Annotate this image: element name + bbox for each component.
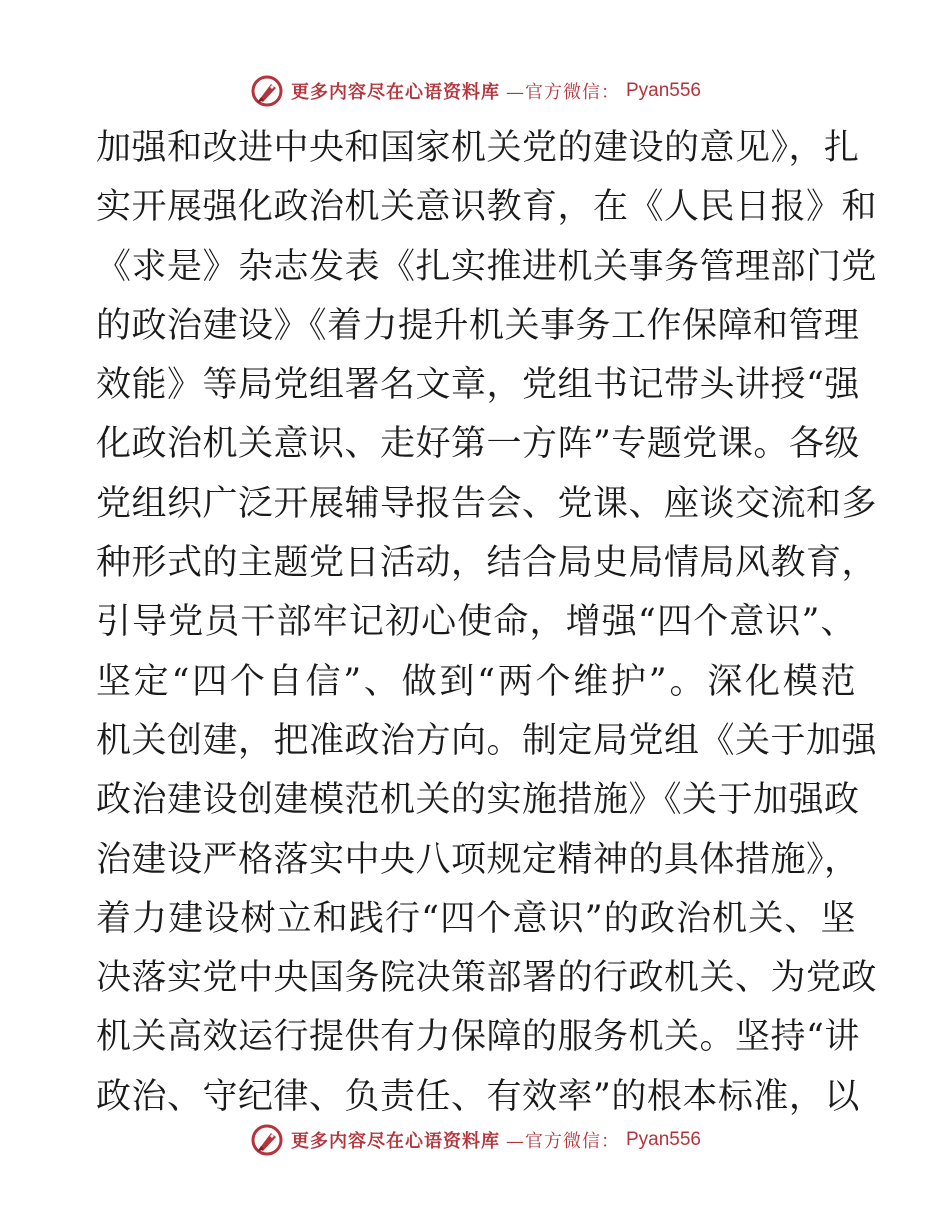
text-line: 实开展强化政治机关意识教育，在《人民日报》和 (96, 187, 878, 228)
watermark-account: Pyan556 (625, 80, 701, 101)
text-line: 机关高效运行提供有力保障的服务机关。坚持“讲 (96, 1017, 860, 1058)
document-body (96, 119, 878, 1127)
watermark-account: Pyan556 (625, 1129, 701, 1150)
text-line: 治建设严格落实中央八项规定精神的具体措施》， (96, 839, 860, 880)
text-line: 决落实党中央国务院决策部署的行政机关、为党政 (96, 958, 878, 999)
pen-nib-logo-icon (249, 73, 285, 109)
text-line: 种形式的主题党日活动，结合局史局情局风教育， (96, 543, 878, 584)
watermark-wechat-label: —官方微信： (505, 82, 620, 103)
watermark-slogan: 更多内容尽在心语资料库 (290, 1131, 500, 1152)
watermark-wechat-label: —官方微信： (505, 1131, 620, 1152)
text-line: 的政治建设》《着力提升机关事务工作保障和管理 (96, 305, 860, 346)
text-line: 政治建设创建模范机关的实施措施》《关于加强政 (96, 780, 860, 821)
text-line: 效能》等局党组署名文章，党组书记带头讲授“强 (96, 365, 860, 406)
pen-nib-logo-icon (249, 1122, 285, 1158)
text-line: 着力建设树立和践行“四个意识”的政治机关、坚 (96, 898, 856, 939)
text-line: 引导党员干部牢记初心使命，增强“四个意识”、 (96, 602, 856, 643)
text-line: 化政治机关意识、走好第一方阵”专题党课。各级 (96, 424, 860, 465)
text-line: 加强和改进中央和国家机关党的建设的意见》，扎 (96, 128, 860, 168)
watermark-slogan: 更多内容尽在心语资料库 (290, 82, 500, 103)
text-line: 政治、守纪律、负责任、有效率”的根本标准，以 (96, 1076, 860, 1117)
text-line: 党组织广泛开展辅导报告会、党课、座谈交流和多 (96, 483, 878, 524)
text-line: 机关创建，把准政治方向。制定局党组《关于加强 (96, 720, 878, 761)
text-line: 《求是》杂志发表《扎实推进机关事务管理部门党 (96, 246, 878, 287)
text-line: 坚定“四个自信”、做到“两个维护”。深化模范 (96, 661, 856, 702)
header-watermark-banner (0, 71, 950, 111)
footer-watermark-banner (0, 1120, 950, 1160)
